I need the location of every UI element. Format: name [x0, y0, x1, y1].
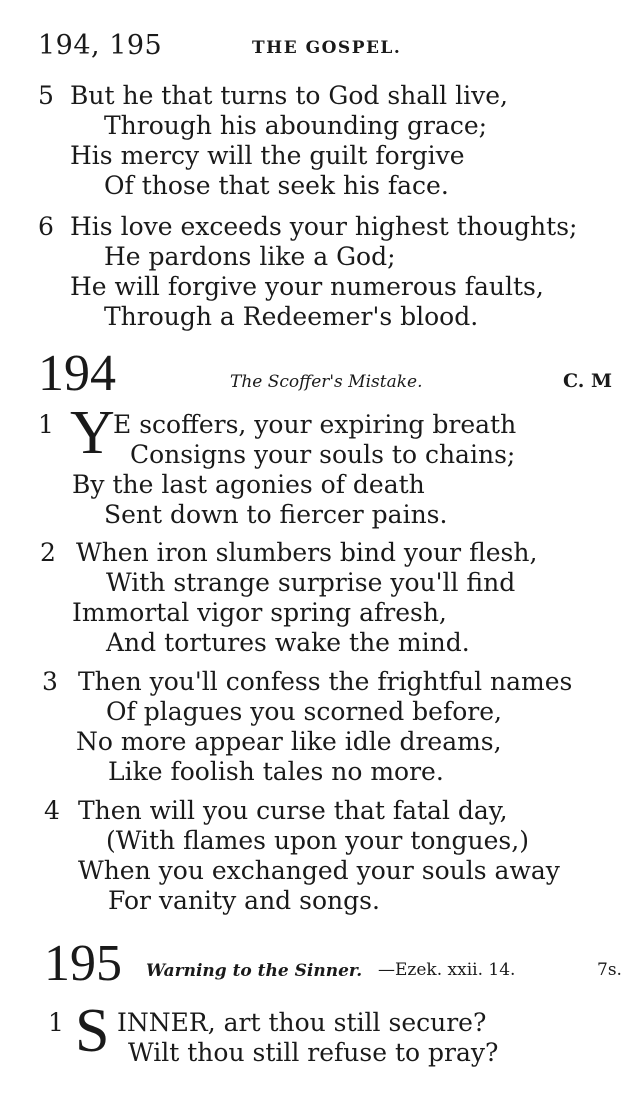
running-title: THE GOSPEL. — [252, 38, 402, 58]
verse-line: When iron slumbers bind your flesh, — [76, 538, 538, 567]
verse-line: (With flames upon your tongues,) — [106, 826, 529, 855]
verse-line: He pardons like a God; — [104, 242, 396, 271]
verse-line: But he that turns to God shall live, — [70, 81, 508, 110]
verse-line: Sent down to fiercer pains. — [104, 500, 448, 529]
verse-line: No more appear like idle dreams, — [76, 727, 502, 756]
verse-number: 5 — [38, 81, 54, 110]
verse-number: 1 — [48, 1008, 64, 1037]
hymn-number: 195 — [44, 935, 122, 992]
verse-line: Through a Redeemer's blood. — [104, 302, 479, 331]
verse-line: And tortures wake the mind. — [106, 628, 470, 657]
verse-line: Wilt thou still refuse to pray? — [128, 1038, 499, 1067]
drop-cap: Y — [70, 399, 115, 467]
verse-line: Then you'll confess the frightful names — [78, 667, 573, 696]
verse-line: INNER, art thou still secure? — [117, 1008, 487, 1037]
verse-number: 3 — [42, 667, 58, 696]
page-numbers: 194, 195 — [38, 30, 163, 61]
verse-line: For vanity and songs. — [108, 886, 380, 915]
verse-line: Consigns your souls to chains; — [130, 440, 516, 469]
verse-line: He will forgive your numerous faults, — [70, 272, 544, 301]
verse-line: His love exceeds your highest thoughts; — [70, 212, 578, 241]
verse-line: Like foolish tales no more. — [108, 757, 444, 786]
verse-number: 4 — [44, 796, 60, 825]
verse-number: 1 — [38, 410, 54, 439]
verse-line: Then will you curse that fatal day, — [78, 796, 508, 825]
verse-number: 6 — [38, 212, 54, 241]
scripture-reference: —Ezek. xxii. 14. — [378, 960, 516, 980]
hymn-title: The Scoffer's Mistake. — [230, 372, 423, 392]
verse-line: His mercy will the guilt forgive — [70, 141, 465, 170]
verse-line: Of those that seek his face. — [104, 171, 449, 200]
verse-line: With strange surprise you'll find — [106, 568, 516, 597]
verse-line: E scoffers, your expiring breath — [113, 410, 517, 439]
verse-number: 2 — [40, 538, 56, 567]
verse-line: Of plagues you scorned before, — [106, 697, 502, 726]
hymn-title: Warning to the Sinner. — [146, 961, 363, 981]
hymn-number: 194 — [38, 345, 116, 402]
verse-line: Through his abounding grace; — [104, 111, 488, 140]
verse-line: When you exchanged your souls away — [78, 856, 560, 885]
hymn-meter: C. M — [563, 370, 613, 392]
verse-line: Immortal vigor spring afresh, — [72, 598, 447, 627]
hymn-meter: 7s. — [597, 960, 622, 980]
drop-cap: S — [75, 997, 110, 1065]
verse-line: By the last agonies of death — [72, 470, 425, 499]
